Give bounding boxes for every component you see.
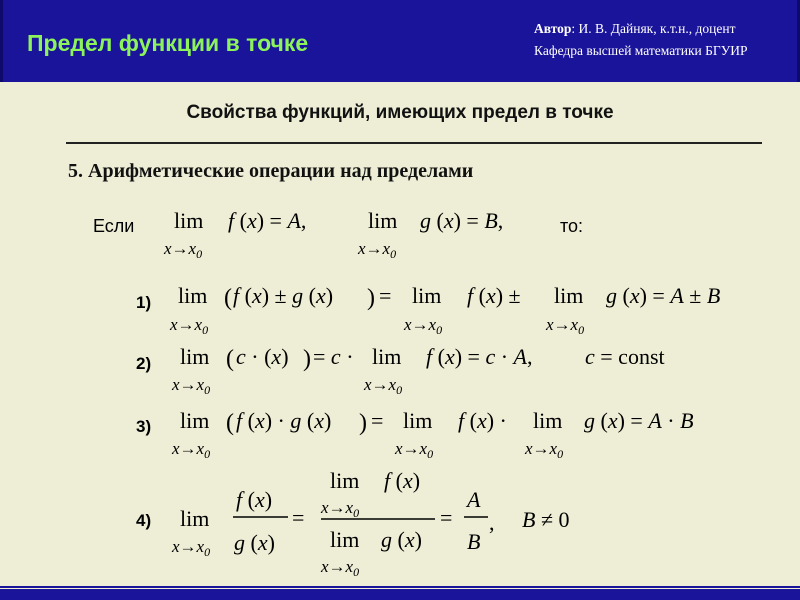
svg-text:): ) <box>367 285 375 311</box>
svg-text:f (x): f (x) <box>236 487 273 512</box>
svg-text:c · (x): c · (x) <box>236 344 289 369</box>
svg-text:=: = <box>440 505 453 530</box>
svg-text:lim: lim <box>174 208 204 233</box>
svg-text:B ≠ 0: B ≠ 0 <box>522 507 570 532</box>
svg-text:lim: lim <box>178 283 208 308</box>
svg-text:g (x) = A · B: g (x) = A · B <box>584 408 694 433</box>
svg-text:=: = <box>379 283 392 308</box>
svg-text:f (x) = A,: f (x) = A, <box>228 208 307 233</box>
svg-text:lim: lim <box>180 408 210 433</box>
svg-text:lim: lim <box>412 283 442 308</box>
svg-text:g (x) = A ± B: g (x) = A ± B <box>606 283 721 308</box>
svg-text:x→x0: $x\to x_0$ <box>358 239 397 261</box>
then-word: то: <box>560 216 584 236</box>
formula-2 <box>171 344 665 397</box>
svg-text:lim: lim <box>372 344 402 369</box>
svg-text:g (x): g (x) <box>234 530 275 555</box>
svg-text:x→x0: $x\to x_0$ <box>395 439 434 461</box>
svg-text:B: B <box>467 529 481 554</box>
svg-text:=: = <box>371 408 384 433</box>
department: Кафедра высшей математики БГУИР <box>534 43 748 58</box>
svg-text:A: A <box>467 487 481 512</box>
footer-line <box>0 586 800 588</box>
item-label-4: 4) <box>136 511 152 530</box>
author-name: : И. В. Дайняк, к.т.н., доцент <box>571 21 736 36</box>
svg-text:f (x) ·: f (x) · <box>458 408 507 433</box>
svg-text:x→x0: $x\to x_0$ <box>172 537 211 559</box>
svg-text:x→x0: $x\to x_0$ <box>404 315 443 337</box>
svg-text:f (x) ±: f (x) ± <box>467 283 521 308</box>
svg-text:lim: lim <box>403 408 433 433</box>
svg-text:x→x0: $x\to x_0$ <box>164 239 203 261</box>
svg-text:lim: lim <box>180 344 210 369</box>
svg-text:,: , <box>489 510 495 535</box>
svg-text:f (x) · g (x): f (x) · g (x) <box>236 408 332 433</box>
svg-text:x→x0: $x\to x_0$ <box>525 439 564 461</box>
svg-text:f (x) = c · A,: f (x) = c · A, <box>426 344 533 369</box>
svg-text:= c ·: = c · <box>313 344 354 369</box>
svg-text:): ) <box>303 346 311 372</box>
svg-text:x→x0: $x\to x_0$ <box>172 375 211 397</box>
author-label: Автор <box>534 21 572 36</box>
formula-1 <box>169 283 720 337</box>
svg-text:lim: lim <box>368 208 398 233</box>
item-label-2: 2) <box>136 354 152 373</box>
svg-text:(: ( <box>226 410 234 436</box>
svg-text:): ) <box>359 410 367 436</box>
slide-title: Предел функции в точке <box>27 30 309 56</box>
section-heading: 5. Арифметические операции над пределами <box>68 160 474 182</box>
svg-text:g (x) = B,: g (x) = B, <box>420 208 504 233</box>
svg-text:x→x0: $x\to x_0$ <box>321 498 360 520</box>
svg-text:lim: lim <box>330 527 360 552</box>
svg-text:lim: lim <box>554 283 584 308</box>
if-word: Если <box>93 216 135 236</box>
svg-text:x→x0: $x\to x_0$ <box>364 375 403 397</box>
svg-text:(: ( <box>224 285 232 311</box>
svg-text:lim: lim <box>330 468 360 493</box>
svg-text:x→x0: $x\to x_0$ <box>321 557 360 579</box>
formula-if <box>163 208 503 261</box>
svg-text:f (x): f (x) <box>384 468 421 493</box>
svg-text:g (x): g (x) <box>381 527 422 552</box>
formula-3 <box>171 408 694 461</box>
svg-text:f (x) ± g (x): f (x) ± g (x) <box>233 283 334 308</box>
svg-text:=: = <box>292 505 305 530</box>
slide-subtitle: Свойства функций, имеющих предел в точке <box>186 102 614 123</box>
svg-text:c = const: c = const <box>585 344 665 369</box>
svg-text:lim: lim <box>533 408 563 433</box>
item-label-3: 3) <box>136 417 152 436</box>
svg-text:x→x0: $x\to x_0$ <box>546 315 585 337</box>
svg-text:x→x0: $x\to x_0$ <box>170 315 209 337</box>
svg-text:x→x0: $x\to x_0$ <box>172 439 211 461</box>
footer-bar <box>0 589 800 600</box>
svg-text:(: ( <box>226 346 234 372</box>
formula-4 <box>171 468 570 579</box>
item-label-1: 1) <box>136 293 152 312</box>
svg-text:lim: lim <box>180 506 210 531</box>
